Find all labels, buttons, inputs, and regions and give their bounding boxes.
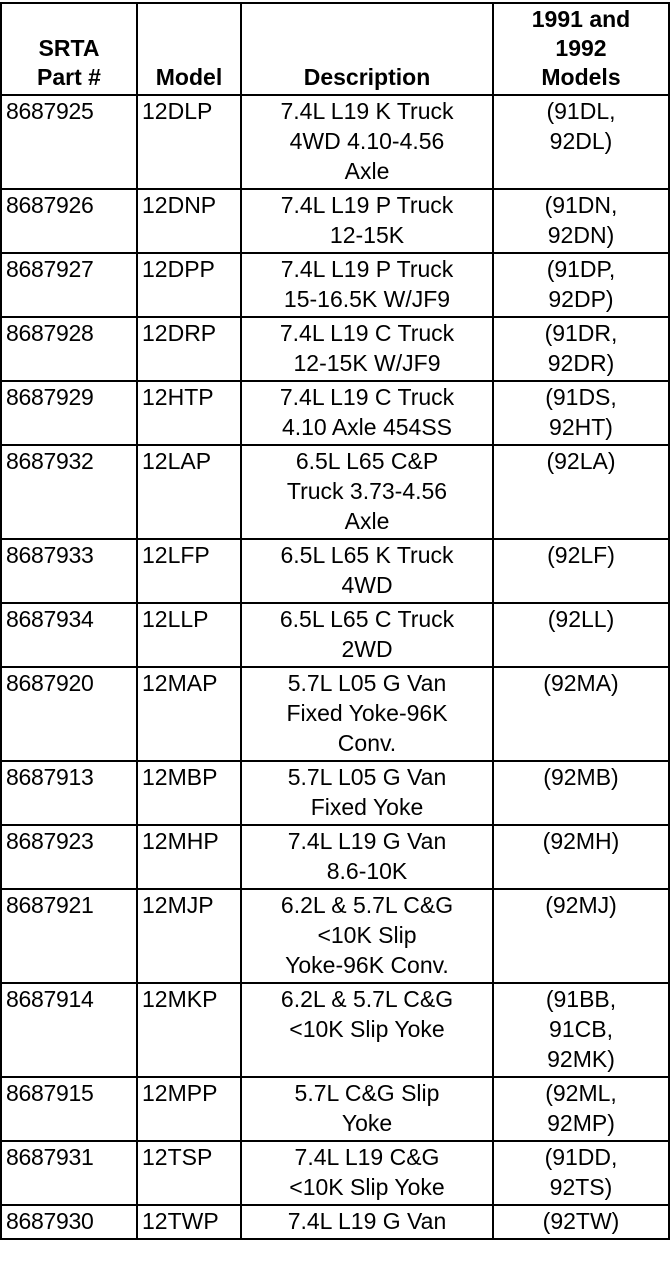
header-row — [1, 3, 669, 95]
description-line: 4WD 4.10-4.56 — [289, 128, 445, 154]
cell-part-number: 8687921 — [1, 889, 137, 983]
description-line: Conv. — [337, 730, 397, 756]
cell-1991-1992-models — [493, 825, 669, 889]
cell-model: 12DPP — [137, 253, 241, 317]
description-line: 4WD — [341, 572, 393, 598]
models-line: (92ML, — [545, 1080, 617, 1106]
description-line: Yoke — [341, 1110, 393, 1136]
cell-part-number: 8687931 — [1, 1141, 137, 1205]
description-line: 7.4L L19 P Truck — [280, 256, 454, 282]
cell-part-number: 8687929 — [1, 381, 137, 445]
cell-model: 12MAP — [137, 667, 241, 761]
cell-1991-1992-models — [493, 1077, 669, 1141]
models-line: (91DS, — [545, 384, 617, 410]
models-line: 92HT) — [549, 414, 613, 440]
cell-description — [241, 381, 493, 445]
table-row — [1, 889, 669, 983]
cell-model: 12MJP — [137, 889, 241, 983]
table-row — [1, 761, 669, 825]
models-line: (92MB) — [543, 764, 619, 790]
description-line: 12-15K — [329, 222, 405, 248]
cell-description — [241, 825, 493, 889]
cell-part-number: 8687925 — [1, 95, 137, 189]
cell-part-number: 8687927 — [1, 253, 137, 317]
description-line: Yoke-96K Conv. — [285, 952, 449, 978]
description-line: 7.4L L19 C Truck — [279, 384, 455, 410]
cell-part-number: 8687915 — [1, 1077, 137, 1141]
description-line: 7.4L L19 P Truck — [280, 192, 454, 218]
table-row — [1, 189, 669, 253]
cell-description — [241, 253, 493, 317]
description-line: 15-16.5K W/JF9 — [283, 286, 451, 312]
description-line: 6.5L L65 C Truck — [279, 606, 455, 632]
cell-description — [241, 317, 493, 381]
cell-model: 12TWP — [137, 1205, 241, 1239]
cell-1991-1992-models — [493, 253, 669, 317]
header-part-line: SRTA — [38, 35, 100, 61]
cell-description — [241, 983, 493, 1077]
cell-part-number: 8687933 — [1, 539, 137, 603]
models-line: 92MK) — [547, 1046, 615, 1072]
models-line: (92LA) — [546, 448, 616, 474]
cell-1991-1992-models — [493, 381, 669, 445]
models-line: 92MP) — [547, 1110, 615, 1136]
description-line: 7.4L L19 C&G — [294, 1144, 440, 1170]
table-row — [1, 317, 669, 381]
header-part-number — [1, 3, 137, 95]
cell-1991-1992-models — [493, 445, 669, 539]
table-row — [1, 603, 669, 667]
description-line: 7.4L L19 K Truck — [280, 98, 454, 124]
description-line: 2WD — [341, 636, 393, 662]
cell-1991-1992-models — [493, 983, 669, 1077]
models-line: (92LL) — [547, 606, 615, 632]
cell-model: 12LFP — [137, 539, 241, 603]
cell-description — [241, 603, 493, 667]
models-line: (91DR, — [544, 320, 618, 346]
description-line: Axle — [344, 508, 390, 534]
description-line: <10K Slip Yoke — [289, 1016, 445, 1042]
header-1991-1992-models — [493, 3, 669, 95]
header-part-line: Part # — [37, 64, 101, 90]
cell-description — [241, 889, 493, 983]
models-line: (91DL, — [546, 98, 616, 124]
cell-1991-1992-models — [493, 539, 669, 603]
header-description: Description — [241, 3, 493, 95]
cell-part-number: 8687932 — [1, 445, 137, 539]
table-row — [1, 445, 669, 539]
models-line: 92DR) — [547, 350, 615, 376]
cell-model: 12MKP — [137, 983, 241, 1077]
models-line: 92DP) — [548, 286, 614, 312]
description-line: 6.5L L65 C&P — [295, 448, 439, 474]
description-line: 5.7L C&G Slip — [294, 1080, 440, 1106]
cell-description — [241, 189, 493, 253]
description-line: 4.10 Axle 454SS — [281, 414, 453, 440]
cell-description — [241, 1205, 493, 1239]
table-row — [1, 667, 669, 761]
cell-part-number: 8687914 — [1, 983, 137, 1077]
cell-description — [241, 95, 493, 189]
description-line: Fixed Yoke — [310, 794, 424, 820]
description-line: 5.7L L05 G Van — [287, 764, 447, 790]
models-line: (91DD, — [544, 1144, 618, 1170]
table-row — [1, 1205, 669, 1239]
models-line: 92DL) — [549, 128, 613, 154]
cell-model: 12DNP — [137, 189, 241, 253]
cell-model: 12MPP — [137, 1077, 241, 1141]
table-row — [1, 1141, 669, 1205]
cell-model: 12MBP — [137, 761, 241, 825]
cell-description — [241, 1077, 493, 1141]
models-line: (92TW) — [542, 1208, 620, 1234]
description-line: 7.4L L19 G Van — [287, 828, 447, 854]
description-line: 6.5L L65 K Truck — [280, 542, 454, 568]
cell-part-number: 8687926 — [1, 189, 137, 253]
parts-table — [0, 2, 670, 1240]
cell-part-number: 8687928 — [1, 317, 137, 381]
cell-description — [241, 1141, 493, 1205]
table-body — [1, 95, 669, 1239]
cell-model: 12LLP — [137, 603, 241, 667]
cell-description — [241, 761, 493, 825]
table-row — [1, 539, 669, 603]
description-line: <10K Slip — [317, 922, 417, 948]
models-line: (91DN, — [544, 192, 618, 218]
table-row — [1, 95, 669, 189]
cell-model: 12DRP — [137, 317, 241, 381]
cell-model: 12DLP — [137, 95, 241, 189]
cell-1991-1992-models — [493, 603, 669, 667]
description-line: 5.7L L05 G Van — [287, 670, 447, 696]
cell-1991-1992-models — [493, 189, 669, 253]
cell-1991-1992-models — [493, 761, 669, 825]
cell-1991-1992-models — [493, 1205, 669, 1239]
cell-1991-1992-models — [493, 317, 669, 381]
cell-1991-1992-models — [493, 95, 669, 189]
table-header — [1, 3, 669, 95]
models-line: 91CB, — [549, 1016, 613, 1042]
cell-model: 12MHP — [137, 825, 241, 889]
models-line: (92LF) — [547, 542, 615, 568]
description-line: Fixed Yoke-96K — [286, 700, 448, 726]
cell-model: 12LAP — [137, 445, 241, 539]
description-line: <10K Slip Yoke — [289, 1174, 445, 1200]
models-line: (91DP, — [546, 256, 616, 282]
cell-1991-1992-models — [493, 667, 669, 761]
cell-description — [241, 667, 493, 761]
description-line: 7.4L L19 G Van — [287, 1208, 447, 1234]
header-model: Model — [137, 3, 241, 95]
models-line: (91BB, — [545, 986, 617, 1012]
table-row — [1, 253, 669, 317]
models-line: (92MJ) — [545, 892, 617, 918]
description-line: 6.2L & 5.7L C&G — [280, 986, 454, 1012]
table-row — [1, 1077, 669, 1141]
header-models-line: 1992 — [555, 35, 607, 61]
description-line: Truck 3.73-4.56 — [286, 478, 448, 504]
cell-model: 12TSP — [137, 1141, 241, 1205]
cell-1991-1992-models — [493, 889, 669, 983]
cell-model: 12HTP — [137, 381, 241, 445]
cell-1991-1992-models — [493, 1141, 669, 1205]
header-models-line: 1991 and — [531, 6, 631, 32]
models-line: (92MA) — [543, 670, 619, 696]
table-row — [1, 381, 669, 445]
cell-part-number: 8687920 — [1, 667, 137, 761]
description-line: 7.4L L19 C Truck — [279, 320, 455, 346]
description-line: 6.2L & 5.7L C&G — [280, 892, 454, 918]
table-row — [1, 983, 669, 1077]
cell-part-number: 8687930 — [1, 1205, 137, 1239]
description-line: 12-15K W/JF9 — [293, 350, 441, 376]
cell-part-number: 8687913 — [1, 761, 137, 825]
description-line: Axle — [344, 158, 390, 184]
models-line: (92MH) — [542, 828, 620, 854]
cell-description — [241, 445, 493, 539]
table-row — [1, 825, 669, 889]
models-line: 92TS) — [549, 1174, 613, 1200]
models-line: 92DN) — [547, 222, 615, 248]
cell-part-number: 8687923 — [1, 825, 137, 889]
header-models-line: Models — [541, 64, 621, 90]
description-line: 8.6-10K — [326, 858, 408, 884]
cell-description — [241, 539, 493, 603]
cell-part-number: 8687934 — [1, 603, 137, 667]
